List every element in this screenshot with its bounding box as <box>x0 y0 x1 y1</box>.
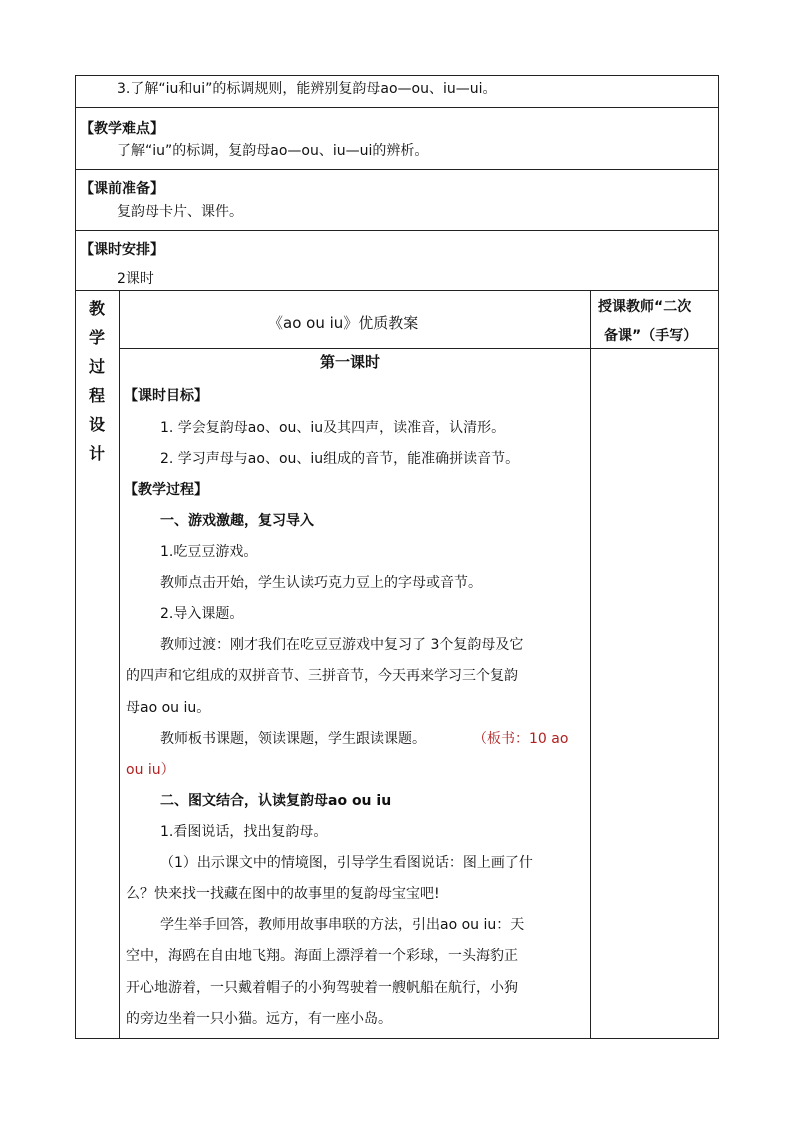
item-1: 1.吃豆豆游戏。 <box>160 544 258 560</box>
item-1-desc: 教师点击开始，学生认读巧克力豆上的字母或音节。 <box>160 575 482 591</box>
difficulty-text: 了解“iu”的标调，复韵母ao—ou、iu—ui的辨析。 <box>117 143 429 159</box>
left-label-char: 计 <box>88 444 105 463</box>
table-border-bottom <box>75 1038 719 1039</box>
table-column-divider <box>119 290 120 1039</box>
objectives-heading: 【课时目标】 <box>124 388 208 404</box>
item-2: 2.导入课题。 <box>160 606 244 622</box>
table-divider <box>75 107 719 108</box>
objective-1: 1. 学会复韵母ao、ou、iu及其四声，读准音，认清形。 <box>160 420 506 436</box>
left-label-char: 过 <box>88 357 105 376</box>
section-1-heading: 一、游戏激趣，复习导入 <box>160 513 314 529</box>
table-column-divider <box>590 290 591 1039</box>
paragraph-line: 学生举手回答，教师用故事串联的方法，引出ao ou iu：天 <box>160 917 525 933</box>
paragraph-line: 的旁边坐着一只小猫。远方，有一座小岛。 <box>126 1011 392 1027</box>
paragraph-line: 教师过渡：刚才我们在吃豆豆游戏中复习了 3个复韵母及它 <box>160 637 524 653</box>
section-2-heading: 二、图文结合，认读复韵母ao ou iu <box>160 793 392 809</box>
prep-text: 复韵母卡片、课件。 <box>117 204 243 220</box>
left-label-char: 设 <box>88 415 105 434</box>
blackboard-note: ou iu） <box>126 762 175 778</box>
table-border-top <box>75 75 719 76</box>
table-divider <box>75 230 719 231</box>
paragraph-line: （1）出示课文中的情境图，引导学生看图说话：图上画了什 <box>160 855 533 871</box>
lesson-title: 第一课时 <box>320 353 381 371</box>
schedule-heading: 【课时安排】 <box>80 242 164 258</box>
goal-3: 3.了解“iu和ui”的标调规则，能辨别复韵母ao—ou、iu—ui。 <box>117 81 497 97</box>
paragraph-line: 空中，海鸥在自由地飞翔。海面上漂浮着一个彩球，一头海豹正 <box>126 948 518 964</box>
paragraph-line: 开心地游着，一只戴着帽子的小狗驾驶着一艘帆船在航行，小狗 <box>126 980 518 996</box>
left-label-char: 教 <box>88 299 105 318</box>
left-label-char: 学 <box>88 328 105 347</box>
table-border-right <box>718 75 719 1039</box>
schedule-text: 2课时 <box>117 271 154 287</box>
table-border-left <box>75 75 76 1039</box>
table-divider <box>119 348 719 349</box>
blackboard-note: （板书：10 ao <box>473 731 569 747</box>
table-divider <box>75 169 719 170</box>
difficulty-heading: 【教学难点】 <box>80 121 164 137</box>
item-3: 1.看图说话，找出复韵母。 <box>160 824 328 840</box>
plan-title: 《ao ou iu》优质教案 <box>268 314 419 332</box>
prep-heading: 【课前准备】 <box>80 181 164 197</box>
paragraph-line: 母ao ou iu。 <box>126 700 211 716</box>
table-divider <box>75 290 719 291</box>
objective-2: 2. 学习声母与ao、ou、iu组成的音节，能准确拼读音节。 <box>160 451 520 467</box>
left-label-char: 程 <box>88 386 105 405</box>
teacher-note-label-line2: 备课”（手写） <box>604 328 698 344</box>
paragraph-line: 的四声和它组成的双拼音节、三拼音节，今天再来学习三个复韵 <box>126 668 518 684</box>
teacher-note-label-line1: 授课教师“二次 <box>598 299 692 315</box>
paragraph-line: 教师板书课题，领读课题，学生跟读课题。 <box>160 731 426 747</box>
process-heading: 【教学过程】 <box>124 482 208 498</box>
paragraph-line: 么？快来找一找藏在图中的故事里的复韵母宝宝吧! <box>126 886 440 902</box>
